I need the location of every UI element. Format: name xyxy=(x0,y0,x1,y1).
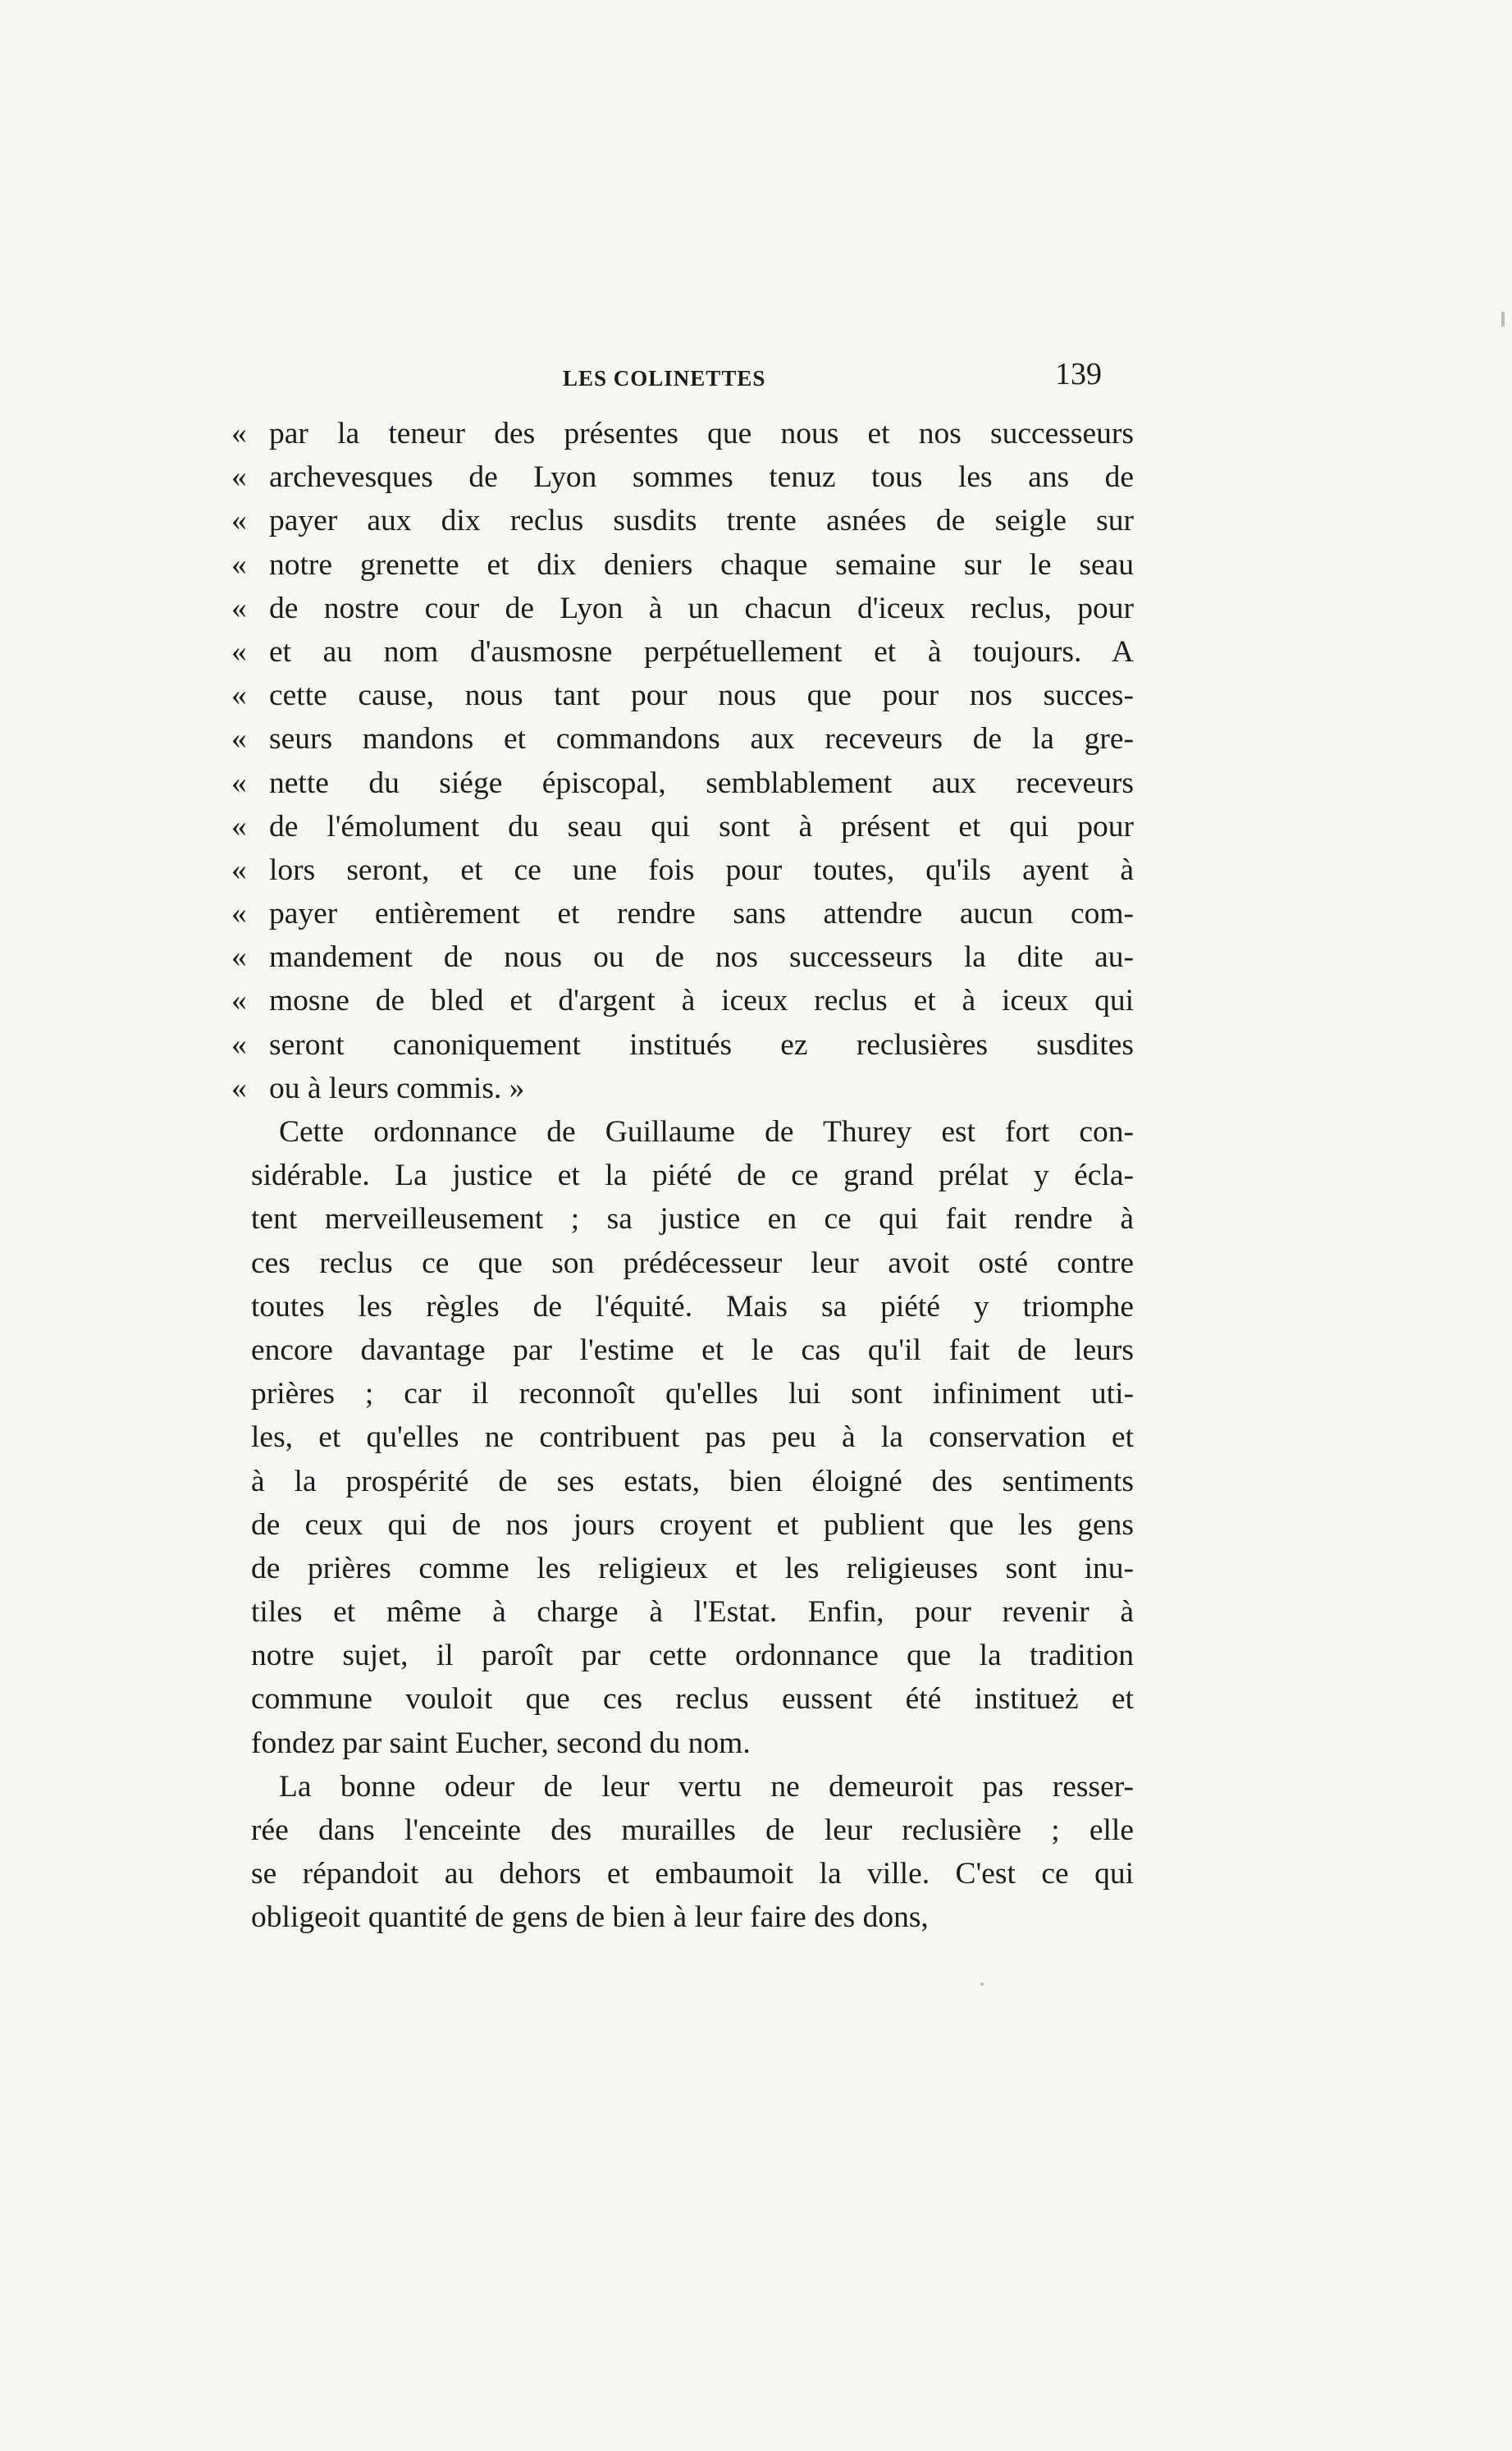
quote-mark: « xyxy=(231,591,247,625)
quote-mark: « xyxy=(231,547,247,582)
text-line-text: Cette ordonnance de Guillaume de Thurey est fort con- xyxy=(279,1115,1134,1149)
text-line-text: encore davantage par l'estime et le cas qu'il fait de leurs xyxy=(251,1333,1134,1367)
quote-mark: « xyxy=(231,809,247,844)
quote-mark: « xyxy=(231,722,247,757)
text-line xyxy=(231,1197,1134,1241)
quote-mark: « xyxy=(231,460,247,495)
quote-line-text: seurs mandons et commandons aux receveurs de la gre- xyxy=(269,722,1134,757)
scan-mark xyxy=(980,1982,984,1986)
text-line-text: fondez par saint Eucher, second du nom. xyxy=(251,1726,751,1760)
text-line xyxy=(231,1503,1134,1547)
text-line-text: notre sujet, il paroît par cette ordonnance que la tradition xyxy=(251,1639,1134,1673)
quote-mark: « xyxy=(231,940,247,975)
text-line-text: sidérable. La justice et la piété de ce grand prélat y écla- xyxy=(251,1159,1134,1193)
text-line xyxy=(231,1242,1134,1285)
quote-mark: « xyxy=(231,634,247,669)
quote-line xyxy=(231,455,1134,499)
quote-mark: « xyxy=(231,766,247,800)
text-line xyxy=(231,1372,1134,1415)
quote-line xyxy=(231,761,1134,805)
text-line xyxy=(231,1285,1134,1328)
quote-line xyxy=(231,848,1134,892)
quote-line xyxy=(231,543,1134,587)
paragraph-2 xyxy=(231,1765,1134,1940)
quote-mark: « xyxy=(231,504,247,538)
quote-line xyxy=(231,892,1134,935)
text-line-text: toutes les règles de l'équité. Mais sa piété y triomphe xyxy=(251,1289,1134,1324)
quote-line-text: mandement de nous ou de nos successeurs la dite au- xyxy=(269,940,1134,975)
quote-line xyxy=(231,979,1134,1022)
page-number: 139 xyxy=(1055,357,1102,391)
quote-line-text: et au nom d'ausmosne perpétuellement et à toujours. A xyxy=(269,634,1134,669)
quote-line-text: lors seront, et ce une fois pour toutes, qu'ils ayent à xyxy=(269,853,1134,887)
text-line xyxy=(231,1460,1134,1503)
text-line-text: tiles et même à charge à l'Estat. Enfin, pour revenir à xyxy=(251,1595,1134,1630)
quote-mark: « xyxy=(231,679,247,713)
quote-line-text: nette du siége épiscopal, semblablement aux receveurs xyxy=(269,766,1134,800)
quote-line-text: de nostre cour de Lyon à un chacun d'iceux reclus, pour xyxy=(269,591,1134,625)
quote-line xyxy=(231,1067,1134,1110)
text-line xyxy=(231,1154,1134,1197)
scan-mark xyxy=(1501,312,1505,327)
text-line xyxy=(231,1765,1134,1809)
running-title: LES COLINETTES xyxy=(563,366,766,391)
text-line-text: prières ; car il reconnoît qu'elles lui sont infiniment uti- xyxy=(251,1377,1134,1411)
quote-line-text: par la teneur des présentes que nous et nos successeurs xyxy=(269,417,1134,450)
text-line-text: à la prospérité de ses estats, bien éloigné des sentiments xyxy=(251,1464,1134,1498)
text-line xyxy=(231,1722,1134,1765)
text-line-text: de ceux qui de nos jours croyent et publient que les gens xyxy=(251,1507,1134,1542)
text-line xyxy=(231,1634,1134,1677)
text-line xyxy=(231,1809,1134,1852)
text-line-text: les, et qu'elles ne contribuent pas peu à la conservation et xyxy=(251,1420,1134,1455)
quote-line xyxy=(231,805,1134,848)
quote-mark: « xyxy=(231,897,247,931)
quote-line xyxy=(231,630,1134,674)
quote-line-text: ou à leurs commis. » xyxy=(269,1071,525,1105)
text-line xyxy=(231,1677,1134,1721)
text-line-text: rée dans l'enceinte des murailles de leur reclusière ; elle xyxy=(251,1813,1134,1847)
quote-mark: « xyxy=(231,1071,247,1105)
text-line-text: tent merveilleusement ; sa justice en ce qui fait rendre à xyxy=(251,1202,1134,1237)
text-line xyxy=(231,1415,1134,1459)
text-line-text: ces reclus ce que son prédécesseur leur avoit osté contre xyxy=(251,1246,1134,1280)
text-line-text: obligeoit quantité de gens de bien à leur faire des dons, xyxy=(251,1900,929,1935)
quote-line-text: de l'émolument du seau qui sont à présent et qui pour xyxy=(269,809,1134,844)
quote-mark: « xyxy=(231,984,247,1018)
quote-line xyxy=(231,674,1134,717)
paragraph-1 xyxy=(231,1110,1134,1765)
text-line-text: de prières comme les religieux et les religieuses sont inu- xyxy=(251,1551,1134,1585)
quote-mark: « xyxy=(231,853,247,887)
quote-mark: « xyxy=(231,1027,247,1062)
quote-line xyxy=(231,412,1134,455)
quote-line xyxy=(231,499,1134,542)
quote-line xyxy=(231,717,1134,761)
body-text xyxy=(231,412,1134,1940)
quoted-ordinance xyxy=(231,412,1134,1110)
quote-line xyxy=(231,587,1134,630)
text-line xyxy=(231,1895,1134,1939)
quote-line-text: archevesques de Lyon sommes tenuz tous les ans de xyxy=(269,460,1134,495)
text-line xyxy=(231,1590,1134,1634)
quote-line-text: notre grenette et dix deniers chaque semaine sur le seau xyxy=(269,547,1134,582)
quote-line xyxy=(231,1023,1134,1067)
text-line-text: se répandoit au dehors et embaumoit la ville. C'est ce qui xyxy=(251,1857,1134,1891)
text-line xyxy=(231,1547,1134,1590)
text-line xyxy=(231,1328,1134,1372)
quote-line-text: seront canoniquement institués ez reclusières susdites xyxy=(269,1027,1134,1062)
text-line xyxy=(231,1110,1134,1154)
quote-mark: « xyxy=(231,417,247,450)
quote-line-text: payer aux dix reclus susdits trente asnées de seigle sur xyxy=(269,504,1134,538)
quote-line-text: mosne de bled et d'argent à iceux reclus et à iceux qui xyxy=(269,984,1134,1018)
quote-line xyxy=(231,935,1134,979)
quote-line-text: cette cause, nous tant pour nous que pour nos succes- xyxy=(269,679,1134,713)
quote-line-text: payer entièrement et rendre sans attendre aucun com- xyxy=(269,897,1134,931)
text-line-text: commune vouloit que ces reclus eussent été institueż et xyxy=(251,1682,1134,1717)
text-line-text: La bonne odeur de leur vertu ne demeuroit pas resser- xyxy=(279,1769,1134,1804)
text-line xyxy=(231,1852,1134,1895)
